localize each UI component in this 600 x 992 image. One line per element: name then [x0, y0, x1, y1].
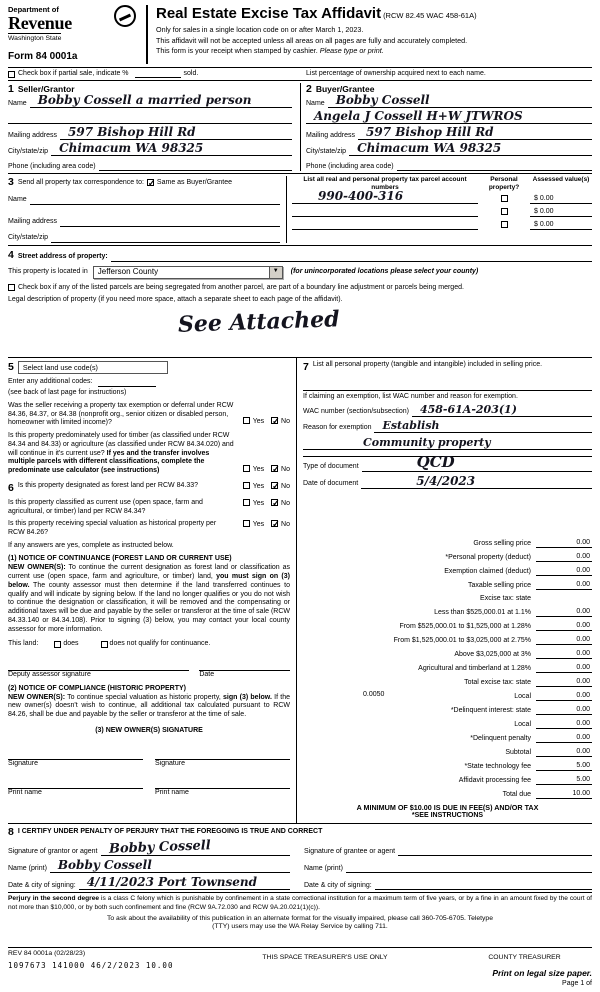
buyer-city-field[interactable] — [349, 141, 592, 156]
city-label: City/state/zip — [306, 147, 347, 155]
s6-q3-no-checkbox[interactable]: ✓ — [272, 519, 280, 530]
tax-row: From $525,000.01 to $1,525,000 at 1.28% 0.00 — [399, 621, 590, 630]
any-yes-note: If any answers are yes, complete as instructed below. — [8, 541, 174, 549]
assessed-values-header: Assessed value(s) — [532, 176, 590, 184]
buyer-title: Buyer/Grantee — [315, 84, 375, 95]
section-number: 3 — [8, 176, 14, 189]
header-note-1: Only for sales in a single location code on or after March 1, 2023. — [156, 25, 364, 35]
seller-city-value: Chimacum WA 98325 — [59, 141, 204, 156]
tax-row: Less than $525,000.01 at 1.1% 0.00 — [434, 607, 590, 616]
parcel-number-value: 990-400-316 — [318, 189, 404, 204]
historic-property-question: Is this property receiving special valuation as historical property per RCW 84.26? — [8, 520, 217, 537]
tax-row: Taxable selling price 0.00 — [467, 580, 590, 589]
name-label: Name — [306, 99, 325, 107]
s6-q1-no-checkbox[interactable]: ✓ — [272, 480, 280, 491]
tax-value-field[interactable]: 0.00 — [536, 622, 592, 632]
deputy-assessor-signature-line[interactable] — [8, 660, 189, 671]
tax-value-field[interactable]: 5.00 — [536, 762, 592, 772]
personal-property-checkbox-3[interactable] — [501, 221, 508, 228]
mailing-label: Mailing address — [8, 217, 58, 225]
minimum-due-note: A MINIMUM OF $10.00 IS DUE IN FEE(S) AND/OR TAX — [356, 803, 539, 813]
tax-row: *Delinquent interest: state 0.00 — [450, 705, 590, 714]
county-select[interactable] — [93, 266, 283, 279]
header-note-2: This affidavit will not be accepted unless all areas on all pages are fully and accurately completed. — [156, 35, 468, 45]
seller-phone-field[interactable] — [99, 162, 292, 171]
notice-continuance-body: NEW OWNER(S): To continue the current designation as forest land or classification as current use (open space, farm and agriculture, or timber) land, you must sign on (3) below. The county assessor must then determine if the land transferred continues to qualify and will indicate by signing below. If the land no longer qualifies or you do not wish to continue the designation or classification, it will be removed and the compensating or additional taxes will be due and payable by the seller or transferor at the time of sale (RCW 84.33.140 or 84.34.108). Prior to signing (3) below, you may contact your local county assessor for more information. — [8, 564, 290, 633]
dor-seal-icon — [114, 5, 136, 27]
form-number: Form 84 0001a — [8, 51, 78, 63]
tax-value-field[interactable]: 0.00 — [536, 553, 592, 563]
personal-property-header: Personal property? — [488, 176, 520, 191]
section-number: 5 — [8, 361, 14, 374]
accessibility-notice: To ask about the availability of this publication in an alternate format for the visually impaired, please call 360-705-6705. Teletype (TTY) users may use the WA Relay Service by calling 711. — [106, 914, 493, 931]
personal-property-list-field[interactable] — [303, 374, 592, 390]
s6-q2-no-checkbox[interactable]: ✓ — [272, 497, 280, 508]
buyer-name-field-2[interactable] — [306, 109, 592, 124]
parcel-number-field-3[interactable] — [292, 218, 478, 230]
section-number: 1 — [8, 83, 14, 96]
buyer-name-value-2: Angela J Cossell H+W JTWROS — [314, 109, 523, 124]
notice-compliance-title: (2) NOTICE OF COMPLIANCE (HISTORIC PROPERTY) — [8, 684, 186, 692]
legal-description-field[interactable] — [8, 305, 592, 355]
tax-row: *Delinquent penalty 0.00 — [470, 733, 590, 742]
date-city-label: Date & city of signing: — [8, 881, 76, 889]
buyer-mailing-value: 597 Bishop Hill Rd — [366, 125, 494, 140]
mailing-label: Mailing address — [306, 131, 356, 139]
print-name-label: Print name — [8, 789, 42, 797]
parcel-number-field-2[interactable] — [292, 205, 478, 217]
tax-row: Exemption claimed (deduct) 0.00 — [444, 566, 590, 575]
name-label: Name — [8, 195, 27, 203]
additional-codes-field[interactable] — [98, 379, 156, 387]
grantor-signature-label: Signature of grantor or agent — [8, 847, 98, 855]
seller-name-field[interactable] — [30, 93, 292, 108]
reason-exemption-label: Reason for exemption — [303, 424, 372, 432]
print-note-block — [492, 968, 592, 989]
buyer-phone-field[interactable] — [397, 162, 592, 171]
tax-value-field[interactable]: 0.00 — [536, 678, 592, 688]
forest-land-question: 6 Is this property designated as forest land per RCW 84.33? — [8, 481, 198, 494]
street-address-field[interactable] — [111, 253, 592, 262]
tax-value-field[interactable]: 0.00 — [536, 539, 592, 549]
tax-value-field[interactable]: 0.00 — [536, 748, 592, 758]
washington-state-text: Washington State — [8, 35, 62, 43]
tax-value-field[interactable]: 0.00 — [536, 567, 592, 577]
land-use-select[interactable] — [18, 361, 168, 374]
tax-row: Affidavit processing fee 5.00 — [458, 775, 590, 784]
grantee-signature-field[interactable] — [398, 847, 592, 856]
parcel-number-field-1[interactable] — [292, 189, 478, 204]
print-name-label: Print name — [155, 789, 189, 797]
tax-value-field[interactable]: 10.00 — [536, 790, 592, 800]
dept-of-text: Department of — [8, 5, 59, 14]
personal-property-intro: List all personal property (tangible and intangible) included in selling price. — [312, 361, 543, 369]
grantor-signature-field[interactable] — [101, 838, 290, 857]
tax-row: Local 0.00 — [514, 719, 590, 728]
tax-row: Total excise tax: state 0.00 — [464, 677, 590, 686]
local-rate-value: 0.0050 — [363, 690, 385, 698]
segregated-label: Check box if any of the listed parcels are being segregated from another parcel, are part of a boundary line adjustment or parcels being merged. — [18, 283, 464, 291]
grantor-print-name-value: Bobby Cossell — [57, 858, 152, 873]
additional-codes-label: Enter any additional codes: — [8, 378, 93, 386]
tax-row: Agricultural and timberland at 1.28% 0.00 — [418, 663, 590, 672]
new-owner-print-name-line-2[interactable] — [155, 778, 290, 789]
s6-q1-yes-checkbox[interactable] — [243, 482, 250, 489]
new-owner-print-name-line-1[interactable] — [8, 778, 143, 789]
send-correspondence-label: Send all property tax correspondence to: — [17, 178, 144, 186]
exemption-reason-value-2: Community property — [363, 436, 491, 450]
title-rcw: (RCW 82.45 WAC 458-61A) — [383, 11, 477, 20]
current-use-question: Is this property classified as current use (open space, farm and agricultural, or timber) land per RCW 84.34? — [8, 498, 203, 515]
s5-q2-yes-checkbox[interactable] — [243, 465, 250, 472]
tax-value-field[interactable]: 0.00 — [536, 720, 592, 730]
revenue-text: Revenue — [8, 13, 72, 34]
page-title: Real Estate Excise Tax Affidavit — [156, 5, 382, 22]
legal-description-value: See Attached — [177, 306, 340, 338]
treasurer-space-label: THIS SPACE TREASURER'S USE ONLY — [262, 954, 388, 962]
tax-computation-column — [296, 358, 592, 823]
tax-value-field[interactable]: 0.00 — [536, 692, 592, 702]
deputy-assessor-label: Deputy assessor signature — [8, 671, 91, 679]
s6-q3-yes-checkbox[interactable] — [243, 520, 250, 527]
tax-row: Above $3,025,000 at 3% 0.00 — [454, 649, 590, 658]
phone-label: Phone (including area code) — [8, 162, 96, 170]
document-date-field[interactable] — [361, 474, 592, 489]
grantor-date-city-field[interactable] — [79, 875, 290, 890]
certification-section — [8, 824, 592, 892]
timber-agriculture-question: Is this property predominately used for timber (as classified under RCW 84.34 and 84.33) or agriculture (as classified under RCW 84.34.020) and will continue in it's current use? If yes and the transfer involves multiple parcels with different classifications, complete the predominate use calculator (see instructions) — [8, 432, 234, 475]
name-print-label: Name (print) — [304, 864, 343, 872]
tax-row: 0.0050 Local 0.00 — [363, 690, 590, 700]
grantor-signature-value: Bobby Cossell — [108, 838, 211, 857]
document-date-label: Date of document — [303, 480, 359, 488]
seller-title: Seller/Grantor — [17, 84, 75, 95]
personal-property-checkbox-1[interactable] — [501, 195, 508, 202]
assessed-value-field-1[interactable]: $ 0.00 — [530, 195, 592, 205]
sold-suffix: sold. — [183, 69, 199, 77]
new-owner-signature-line-2[interactable] — [155, 749, 290, 760]
document-type-label: Type of document — [303, 463, 359, 471]
dor-logo — [8, 5, 146, 64]
tax-value-field[interactable]: 0.00 — [536, 608, 592, 618]
new-owners-signature-title: (3) NEW OWNER(S) SIGNATURE — [95, 726, 203, 734]
grantor-print-name-field[interactable] — [50, 858, 290, 873]
land-use-column: 5 Select land use code(s) Enter any additional codes: (see back of last page for instructions) Was the seller receiving a property tax exemption or deferral under RCW 84.36, 84.37, or 84.38 (nonprofit org., senior citizen or disabled person, homeowner with limited income)? Yes ✓ No Is this property predominately used for timber (as classified under RCW 84.34 and 84.33) or agriculture (as classified under RCW 84.34.020) and will continue in it's current use? If yes and the transfer involves multiple parcels with different classifications, complete the predominate use calculator (see instructions) Yes ✓ No 6 Is this property designated as forest land per RCW 84.33? Yes ✓ No Is this property classified as current use (open space, farm and agricultural, or timber) land per RCW 84.34? Yes ✓ No Is this property receiving special valuation as historical property per RCW 84.26? Yes ✓ No If any answers are yes, complete as instructed below. (1) NOTICE OF CONTINUANCE (FOREST LAND OR CURRENT USE) NEW OWNER(S): To continue the current designation as forest land or classification as current use (open space, farm and agriculture, or timber) land, you must sign on (3) below. The county assessor must then determine if the land transferred continues to qualify and will indicate by signing below. If the land no longer qualifies or you do not wish to continue the designation or classification, it will be removed and the compensating or additional taxes will be due and payable by the seller or transferor at the time of sale (RCW 84.33.140 or 84.34.108). Prior to signing (3) below, you may contact your local county assessor for more information. This land: does does not qualify for continuance. Deputy assessor signature Date (2) NOTICE OF COMPLIANCE (HISTORIC PROPERTY) NEW OWNER(S): To continue special valuation as historic property, sign (3) below. If the new owner(s) doesn't wish to continue, all additional tax calculated pursuant to RCW 84.26, shall be due and payable by the seller or transferor at the time of sale. (3) NEW OWNER(S) SIGNATURE Signature Signature Print name Print name — [8, 361, 290, 797]
date-label: Date — [199, 671, 215, 679]
main-columns — [8, 357, 592, 823]
header-note-3: This form is your receipt when stamped by cashier. Please type or print. — [156, 46, 384, 56]
ownership-note: List percentage of ownership acquired next to each name. — [306, 69, 486, 77]
segregated-checkbox[interactable] — [8, 284, 15, 291]
s6-q2-yes-checkbox[interactable] — [243, 499, 250, 506]
tax-row: From $1,525,000.01 to $3,025,000 at 2.75% 0.00 — [393, 635, 590, 644]
personal-property-checkbox-2[interactable] — [501, 208, 508, 215]
document-type-field[interactable] — [362, 453, 592, 472]
dropdown-arrow-icon: ▼ — [269, 267, 282, 278]
land-qualify-row: This land: does does not qualify for continuance. — [8, 640, 211, 648]
treasurer-strip — [8, 947, 592, 970]
cashier-stamp: 1097673 141000 46/2/2023 10.00 — [8, 960, 174, 970]
excise-tax-table — [303, 534, 592, 799]
notice-continuance-title: (1) NOTICE OF CONTINUANCE (FOREST LAND OR CURRENT USE) — [8, 554, 232, 562]
form-header — [8, 5, 592, 67]
legal-description-label: Legal description of property (if you need more space, attach a separate sheet to each page of the affidavit). — [8, 296, 343, 304]
exemption-reason-field-2[interactable] — [303, 436, 592, 450]
exemption-reason-value: Establish — [382, 419, 440, 433]
section-number: 7 — [303, 361, 309, 374]
city-label: City/state/zip — [8, 147, 49, 155]
partial-sale-percent-field[interactable] — [135, 70, 181, 78]
tax-value-field[interactable]: 0.00 — [536, 734, 592, 744]
page-number: Page 1 of — [562, 980, 592, 988]
partial-sale-checkbox[interactable] — [8, 71, 15, 78]
title-block — [146, 5, 592, 64]
wac-number-value: 458-61A-203(1) — [419, 403, 517, 417]
correspondence-mailing-field[interactable] — [60, 218, 280, 227]
this-land-label: This land: — [8, 640, 39, 648]
street-address-label: Street address of property: — [17, 252, 108, 260]
seller-mailing-field[interactable] — [60, 125, 292, 140]
tax-row: Subtotal 0.00 — [505, 747, 590, 756]
grantee-signature-label: Signature of grantee or agent — [304, 847, 396, 855]
correspondence-city-field[interactable] — [51, 234, 280, 243]
tax-row: *State technology fee 5.00 — [464, 761, 590, 770]
wac-number-field[interactable] — [412, 403, 592, 417]
tax-row: Total due 10.00 — [502, 789, 590, 798]
s5-q2-no-checkbox[interactable]: ✓ — [272, 464, 280, 475]
tax-value-field[interactable]: 0.00 — [536, 706, 592, 716]
phone-label: Phone (including area code) — [306, 162, 394, 170]
divider — [303, 390, 592, 391]
buyer-name-field[interactable] — [328, 93, 592, 108]
buyer-section — [300, 83, 592, 171]
correspondence-name-field[interactable] — [30, 196, 280, 205]
buyer-name-value: Bobby Cossell — [335, 93, 430, 108]
tax-value-field[interactable]: 0.00 — [536, 581, 592, 591]
land-does-not-checkbox[interactable] — [101, 641, 108, 648]
grantee-date-city-field[interactable] — [375, 881, 592, 890]
print-legal-note: Print on legal size paper. — [492, 967, 592, 978]
tax-row: Gross selling price 0.00 — [473, 538, 590, 547]
new-owner-signature-line-1[interactable] — [8, 749, 143, 760]
assessed-value-field-3[interactable]: $ 0.00 — [530, 221, 592, 231]
section-number: 4 — [8, 248, 14, 261]
section-number: 2 — [306, 83, 312, 96]
document-type-value: QCD — [416, 453, 455, 472]
perjury-notice: Perjury in the second degree is a class C felony which is punishable by confinement in a state correctional institution for a maximum term of five years, or by a fine in an amount fixed by the court of not more than $10,000, or by both such confinement and fine (RCW 9A.72.030 and RCW 9A.20.021(1)(c)). — [8, 895, 593, 911]
rev-number: REV 84 0001a (02/28/23) — [8, 950, 86, 958]
notice-compliance-body: NEW OWNER(S): To continue special valuation as historic property, sign (3) below. If the new owner(s) doesn't wish to continue, all additional tax calculated pursuant to RCW 84.26, shall be due and payable by the seller or transferor at the time of sale. — [8, 693, 290, 719]
s5-q1-no-checkbox[interactable]: ✓ — [272, 416, 280, 427]
county-note: (for unincorporated locations please select your county) — [290, 267, 479, 275]
buyer-city-value: Chimacum WA 98325 — [357, 141, 502, 156]
tax-value-field[interactable]: 5.00 — [536, 776, 592, 786]
divider — [8, 892, 592, 893]
name-print-label: Name (print) — [8, 864, 47, 872]
section-number: 8 — [8, 826, 14, 839]
tax-correspondence-section — [8, 174, 592, 244]
located-in-label: This property is located in — [8, 267, 88, 275]
seller-name-field-2[interactable] — [8, 115, 292, 124]
tax-value-field[interactable]: 0.00 — [536, 636, 592, 646]
grantor-date-city-value: 4/11/2023 Port Townsend — [86, 875, 257, 890]
signature-label: Signature — [155, 759, 185, 767]
document-date-value: 5/4/2023 — [416, 474, 476, 489]
s5-q1-yes-checkbox[interactable] — [243, 417, 250, 424]
tax-row: *Personal property (deduct) 0.00 — [445, 552, 590, 561]
certify-statement: I CERTIFY UNDER PENALTY OF PERJURY THAT THE FOREGOING IS TRUE AND CORRECT — [17, 828, 323, 836]
instructions-note: (see back of last page for instructions) — [8, 389, 127, 397]
seller-city-field[interactable] — [51, 141, 292, 156]
partial-sale-label: Check box if partial sale, indicate % — [18, 69, 129, 77]
wac-number-label: WAC number (section/subsection) — [303, 408, 409, 416]
exemption-deferral-question: Was the seller receiving a property tax exemption or deferral under RCW 84.36, 84.37, or 84.38 (nonprofit org., senior citizen or disabled person, homeowner with limited income)? — [8, 401, 234, 427]
exemption-reason-field[interactable] — [374, 419, 592, 433]
tax-value-field[interactable]: 0.00 — [536, 650, 592, 660]
mailing-label: Mailing address — [8, 131, 58, 139]
land-use-select-label: Select land use code(s) — [22, 363, 98, 373]
excise-tax-state-header: Excise tax: state — [480, 594, 531, 602]
same-as-buyer-label: Same as Buyer/Grantee — [156, 178, 233, 186]
county-treasurer-label: COUNTY TREASURER — [488, 954, 561, 962]
deputy-date-line[interactable] — [199, 660, 290, 671]
city-label: City/state/zip — [8, 233, 49, 241]
seller-name-value: Bobby Cossell a married person — [37, 93, 252, 108]
exemption-intro: If claiming an exemption, list WAC number and reason for exemption. — [303, 393, 518, 401]
name-label: Name — [8, 99, 27, 107]
see-instructions-note: *SEE INSTRUCTIONS — [411, 812, 484, 820]
county-select-value: Jefferson County — [97, 267, 159, 277]
seller-section — [8, 83, 300, 171]
parties-section — [8, 81, 592, 173]
grantee-print-name-field[interactable] — [346, 864, 592, 873]
tax-value-field[interactable]: 0.00 — [536, 664, 592, 674]
buyer-mailing-field[interactable] — [358, 125, 592, 140]
partial-sale-row — [8, 68, 592, 81]
property-location-section — [8, 246, 592, 358]
assessed-value-field-2[interactable]: $ 0.00 — [530, 208, 592, 218]
date-city-label: Date & city of signing: — [304, 881, 372, 889]
same-as-buyer-checkbox[interactable]: ✓ — [147, 178, 156, 189]
land-does-checkbox[interactable] — [54, 641, 61, 648]
seller-mailing-value: 597 Bishop Hill Rd — [68, 125, 196, 140]
signature-label: Signature — [8, 759, 38, 767]
parcel-numbers-header: List all real and personal property tax parcel account numbers — [303, 176, 467, 191]
